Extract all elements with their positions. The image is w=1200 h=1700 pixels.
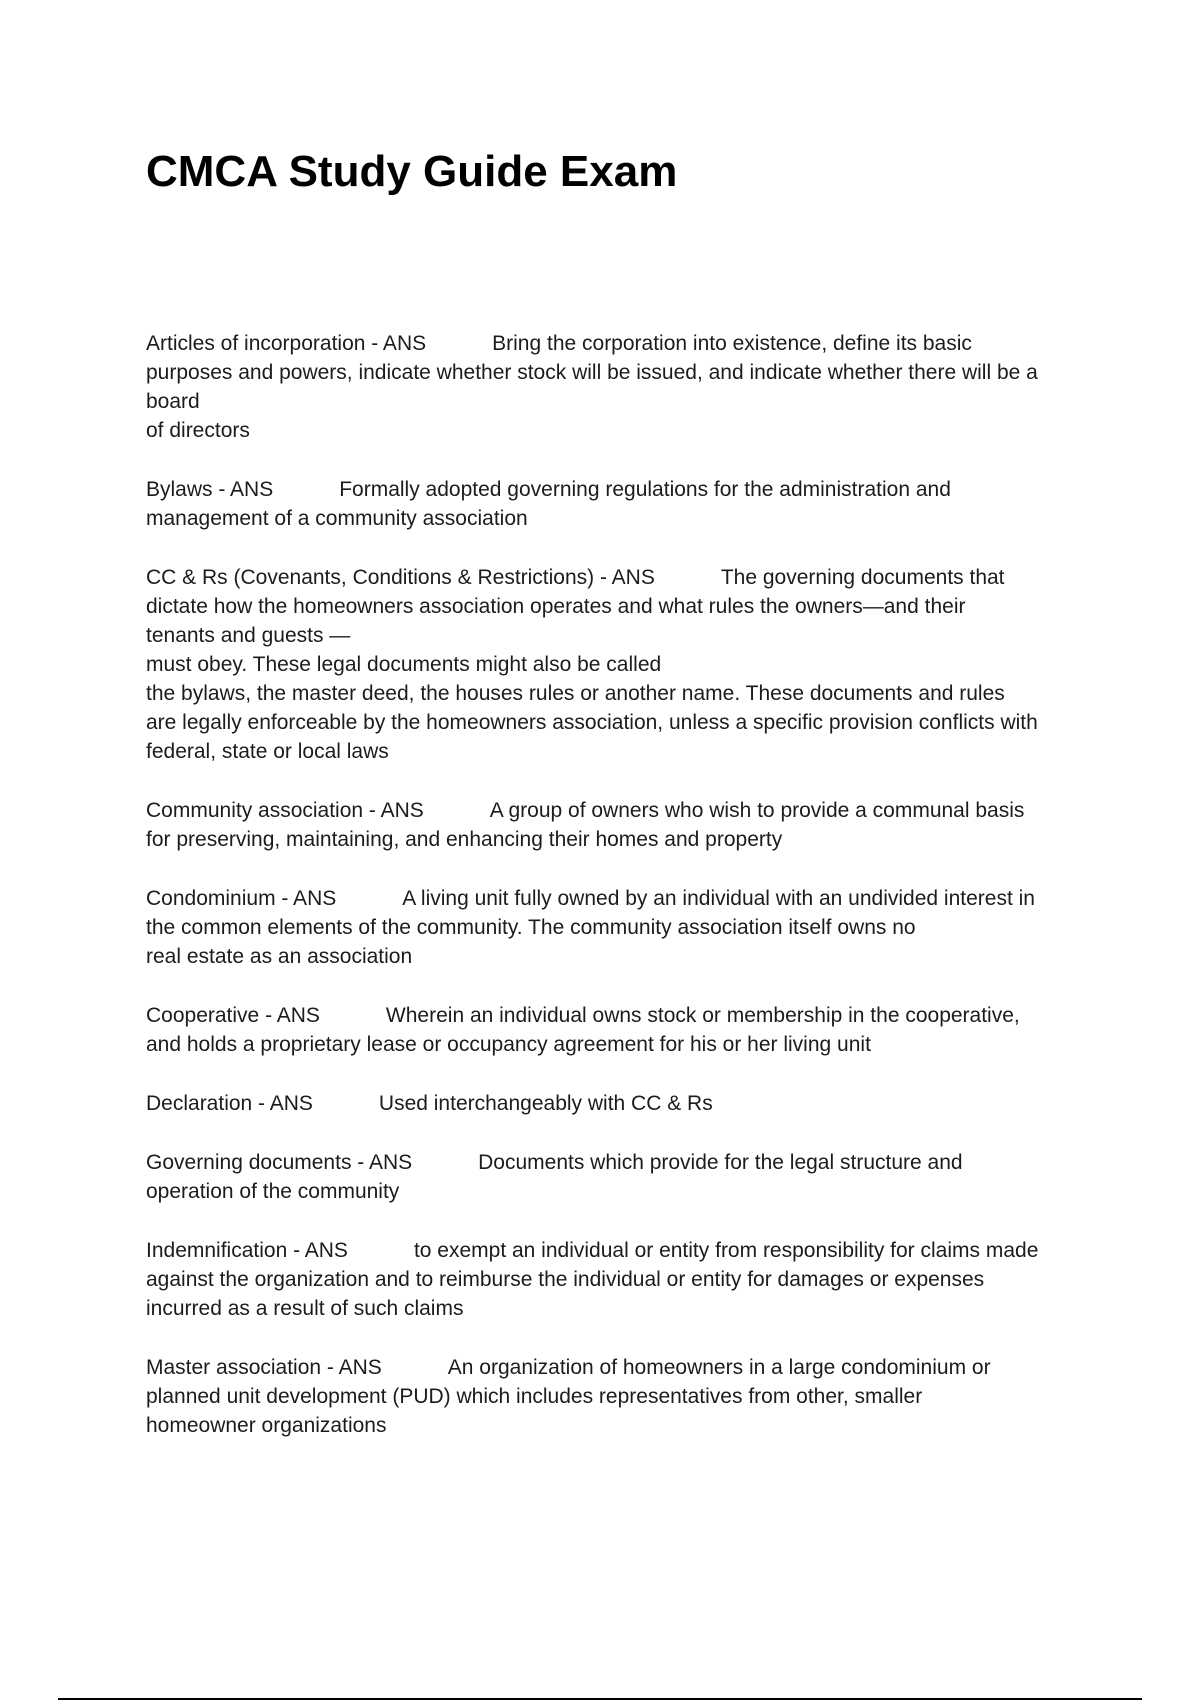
entry-definition-line: dictate how the homeowners association operates and what rules the owners—and their [146, 595, 966, 618]
entry-definition-line: must obey. These legal documents might also be called [146, 653, 662, 676]
entry-term: CC & Rs (Covenants, Conditions & Restrictions) - ANS [146, 566, 655, 589]
entry-definition: Wherein an individual owns stock or membership in the cooperative, [385, 1004, 1020, 1027]
entry-definition-line: the bylaws, the master deed, the houses rules or another name. These documents and rules [146, 682, 1005, 705]
entry-definition: An organization of homeowners in a large condominium or [447, 1356, 991, 1379]
glossary-entry [146, 1148, 1096, 1206]
entry-definition-line: purposes and powers, indicate whether stock will be issued, and indicate whether there will be a [146, 361, 1038, 384]
entry-definition-line: are legally enforceable by the homeowners association, unless a specific provision conflicts with [146, 711, 1038, 734]
glossary-list [146, 329, 1096, 1470]
glossary-entry [146, 329, 1096, 445]
entry-definition-line: operation of the community [146, 1180, 400, 1203]
entry-definition-line: incurred as a result of such claims [146, 1297, 464, 1320]
entry-definition-line: for preserving, maintaining, and enhancing their homes and property [146, 828, 783, 851]
entry-definition-line: federal, state or local laws [146, 740, 389, 763]
entry-first-line [146, 1353, 1096, 1382]
entry-definition-line: of directors [146, 419, 250, 442]
entry-definition-line: planned unit development (PUD) which includes representatives from other, smaller [146, 1385, 923, 1408]
entry-first-line [146, 1089, 1096, 1118]
document-title: CMCA Study Guide Exam [146, 147, 678, 196]
entry-definition-line: and holds a proprietary lease or occupancy agreement for his or her living unit [146, 1033, 871, 1056]
entry-first-line [146, 1001, 1096, 1030]
glossary-entry [146, 1001, 1096, 1059]
entry-first-line [146, 475, 1096, 504]
entry-term: Governing documents - ANS [146, 1151, 413, 1174]
entry-term: Articles of incorporation - ANS [146, 332, 427, 355]
glossary-entry [146, 796, 1096, 854]
entry-first-line [146, 796, 1096, 825]
entry-definition: to exempt an individual or entity from responsibility for claims made [413, 1239, 1039, 1262]
entry-definition: The governing documents that [720, 566, 1005, 589]
entry-definition-line: real estate as an association [146, 945, 413, 968]
entry-definition: Used interchangeably with CC & Rs [378, 1092, 713, 1115]
entry-definition-line: homeowner organizations [146, 1414, 387, 1437]
entry-definition: Bring the corporation into existence, define its basic [492, 332, 972, 355]
entry-first-line [146, 884, 1096, 913]
entry-first-line [146, 563, 1096, 592]
entry-term: Indemnification - ANS [146, 1239, 348, 1262]
entry-definition-line: against the organization and to reimburse the individual or entity for damages or expenses [146, 1268, 985, 1291]
glossary-entry [146, 475, 1096, 533]
entry-definition-line: management of a community association [146, 507, 528, 530]
entry-term: Cooperative - ANS [146, 1004, 320, 1027]
entry-definition-line: board [146, 390, 200, 413]
entry-definition-line: the common elements of the community. The community association itself owns no [146, 916, 916, 939]
glossary-entry [146, 1089, 1096, 1118]
entry-term: Community association - ANS [146, 799, 424, 822]
entry-definition: A group of owners who wish to provide a communal basis [489, 799, 1025, 822]
entry-definition: Documents which provide for the legal structure and [478, 1151, 963, 1174]
glossary-entry [146, 884, 1096, 971]
entry-definition: Formally adopted governing regulations for the administration and [339, 478, 951, 501]
entry-first-line [146, 1148, 1096, 1177]
glossary-entry [146, 1353, 1096, 1440]
glossary-entry [146, 563, 1096, 766]
entry-term: Bylaws - ANS [146, 478, 274, 501]
glossary-entry [146, 1236, 1096, 1323]
entry-term: Master association - ANS [146, 1356, 382, 1379]
entry-term: Declaration - ANS [146, 1092, 313, 1115]
entry-first-line [146, 329, 1096, 358]
entry-term: Condominium - ANS [146, 887, 337, 910]
entry-definition: A living unit fully owned by an individual with an undivided interest in [402, 887, 1035, 910]
entry-definition-line: tenants and guests — [146, 624, 351, 647]
entry-first-line [146, 1236, 1096, 1265]
